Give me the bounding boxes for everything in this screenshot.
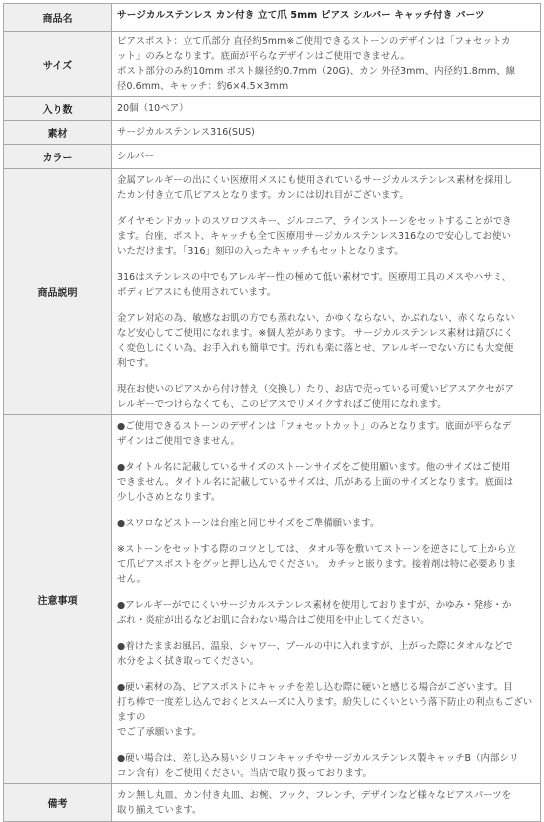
row-color xyxy=(4,145,541,169)
row-product-name xyxy=(4,4,541,32)
notes-line: ●着けたままお風呂、温泉、シャワー、プールの中に入れますが、上がった際にタオルなどで xyxy=(117,641,513,652)
description-line: 316はステンレスの中でもアレルギー性の極めて低い素材です。医療用工具のメスやハサミ、 xyxy=(117,272,512,283)
size-line: 径0.6mm、キャッチ：約6×4.5×3mm xyxy=(117,81,289,92)
value-description xyxy=(112,169,541,415)
notes-line: ぶれ・炎症が出るなどお肌に合わない場合はご使用を中止してください。 xyxy=(117,615,430,626)
value-remarks xyxy=(112,784,541,822)
notes-paragraph xyxy=(117,680,534,740)
value-color: シルバー xyxy=(112,145,541,169)
notes-line: ●ご使用できるストーンのデザインは「フォセットカット」のみとなります。底面が平らなデ xyxy=(117,421,512,432)
description-line: ボディピアスにも使用されています。 xyxy=(117,287,277,298)
size-line: ピアスポスト：立て爪部分 直径約5mm※ご使用できるストーンのデザインは「フォセットカ xyxy=(117,36,511,47)
notes-line: ●アレルギーがでにくいサージカルステンレス素材を使用しておりますが、かゆみ・発疹・か xyxy=(117,600,512,611)
value-material: サージカルステンレス316(SUS) xyxy=(112,121,541,145)
description-line: ます。台座、ポスト、キャッチも全て医療用サージカルステンレス316なので安心してお使い xyxy=(117,231,511,242)
row-notes xyxy=(4,415,541,784)
description-line: レルギーでつけらなくても、このピアスでリメイクすればご使用になれます。 xyxy=(117,399,447,410)
notes-line: ※ストーンをセットする際のコツとしては、 タオル等を敷いてストーンを逆さにして上から立 xyxy=(117,544,516,555)
description-paragraph xyxy=(117,311,534,371)
label-color: カラー xyxy=(4,145,112,169)
label-material: 素材 xyxy=(4,121,112,145)
row-description xyxy=(4,169,541,415)
notes-line: ●スワロなどストーンは台座と同じサイズをご準備願います。 xyxy=(117,518,380,529)
value-size xyxy=(112,32,541,97)
size-line: ット」のみとなります。底面が平らなデザインはご使用できません。 xyxy=(117,51,410,62)
notes-line: せん。 xyxy=(117,574,146,585)
notes-line: ●硬い場合は、差し込み易いシリコンキャッチやサージカルステンレス製キャッチB（内部シリ xyxy=(117,753,519,764)
row-quantity xyxy=(4,97,541,121)
description-paragraph xyxy=(117,270,534,300)
remarks-line: 取り揃えています。 xyxy=(117,805,202,816)
description-line: ダイヤモンドカットのスワロフスキー、ジルコニア、ラインストーンをセットすることができ xyxy=(117,216,512,227)
row-size xyxy=(4,32,541,97)
description-paragraph xyxy=(117,173,534,203)
description-line: たカン付き立て爪ピアスとなります。カンには切れ目がございます。 xyxy=(117,190,409,201)
label-notes: 注意事項 xyxy=(4,415,112,784)
size-line: ポスト部分のみ約10mm ポスト線径約0.7mm（20G)、カン 外径3mm、内径約1.8mm、線 xyxy=(117,66,516,77)
label-product-name: 商品名 xyxy=(4,4,112,32)
notes-line: でご了承願います。 xyxy=(117,727,202,738)
notes-line: 水分をよく拭き取ってください。 xyxy=(117,656,260,667)
notes-paragraph xyxy=(117,598,534,628)
label-remarks: 備考 xyxy=(4,784,112,822)
label-size: サイズ xyxy=(4,32,112,97)
description-line: 利です。 xyxy=(117,358,155,369)
notes-line: コン含有）をご使用ください。当店で取り扱っております。 xyxy=(117,768,373,779)
notes-paragraph xyxy=(117,516,534,531)
remarks-line: カン無し丸皿、カン付き丸皿、お椀、フック、フレンチ、デザインなど様々なピアスパーツを xyxy=(117,790,512,801)
notes-line: できません。タイトル名に記載しているサイズは、爪がある上面のサイズとなります。底面は xyxy=(117,477,514,488)
notes-paragraph xyxy=(117,639,534,669)
notes-line: 打ち棒で一度差し込んでおくとスムーズに入ります。紛失しにくいという落下防止の利点もございますの xyxy=(117,697,533,723)
product-spec-table xyxy=(3,3,541,822)
description-line: いただけます。「316」刻印の入ったキャッチもセットとなります。 xyxy=(117,246,404,257)
value-product-name: サージカルステンレス カン付き 立て爪 5mm ピアス シルバー キャッチ付き パーツ xyxy=(112,4,541,32)
value-notes xyxy=(112,415,541,784)
notes-paragraph xyxy=(117,751,534,781)
value-quantity: 20個（10ペア） xyxy=(112,97,541,121)
notes-line: ザインはご使用できません。 xyxy=(117,436,241,447)
description-paragraph xyxy=(117,382,534,412)
description-paragraph xyxy=(117,214,534,259)
notes-paragraph xyxy=(117,460,534,505)
notes-line: 少し小さめとなります。 xyxy=(117,492,221,503)
description-line: 現在お使いのピアスから付け替え（交換し）たり、お店で売っている可愛いピアスアクセがア xyxy=(117,384,514,395)
description-line: 金属アレルギーの出にくい医療用メスにも使用されているサージカルステンレス素材を採用し xyxy=(117,175,513,186)
row-remarks xyxy=(4,784,541,822)
label-quantity: 入り数 xyxy=(4,97,112,121)
description-line: など安心してご使用になれます。※個人差があります。 サージカルステンレス素材は錆びにく xyxy=(117,328,514,339)
notes-line: ●タイトル名に記載しているサイズのストーンサイズをご使用願います。他のサイズはご使用 xyxy=(117,462,511,473)
notes-paragraph xyxy=(117,542,534,587)
description-line: 金アレ対応の為、敏感なお肌の方でも蒸れない、かゆくならない、かぶれない、赤くならない xyxy=(117,313,515,324)
notes-line: ●硬い素材の為、ピアスポストにキャッチを差し込む際に硬いと感じる場合がございます。目 xyxy=(117,682,513,693)
notes-paragraph xyxy=(117,419,534,449)
row-material xyxy=(4,121,541,145)
description-line: く変色しにくい為、お手入れも簡単です。汚れも楽に落とせ、アレルギーでない方にも大変便 xyxy=(117,343,514,354)
label-description: 商品説明 xyxy=(4,169,112,415)
notes-line: て爪ピアスポストをグッと押し込んでください。 カチッと嵌ります。接着剤は特に必要ありま xyxy=(117,559,517,570)
